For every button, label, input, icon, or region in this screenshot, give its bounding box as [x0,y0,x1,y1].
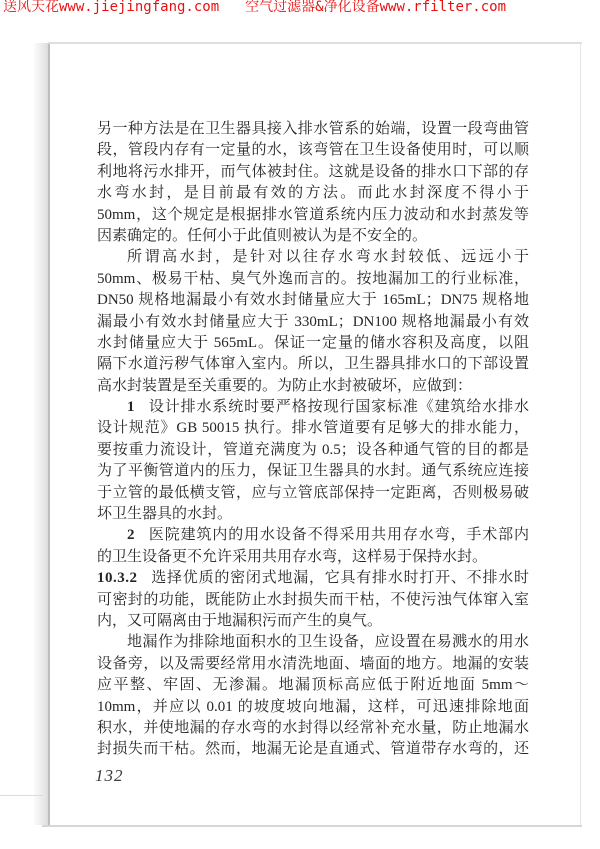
text-line: 设备旁，以及需要经常用水清洗地面、墙面的地方。地漏的安装 [97,655,529,672]
scan-gutter-shadow [34,43,48,825]
text-line: 应平整、牢固、无渗漏。地漏顶标高应低于附近地面 5mm～ [97,677,529,694]
text-line: 可密封的功能，既能防止水封损失而干枯，不使污浊气体窜入室 [97,591,529,608]
text-line: 水封储量应大于 565mL。保证一定量的储水容积及高度，以阻 [97,334,529,351]
text-line: 50mm，这个规定是根据排水管道系统内压力波动和水封蒸发等 [97,206,529,223]
text-line: 1 设计排水系统时要严格按现行国家标准《建筑给水排水 [127,399,529,416]
text-line: 段，管段内存有一定量的水，该弯管在卫生设备使用时，可以顺 [97,142,529,159]
section-number: 2 [127,527,135,544]
page-edge-top [48,42,582,44]
text-line: 积水，并使地漏的存水弯的水封得以经常补充水量，防止地漏水 [97,719,529,736]
page-edge-left [48,42,50,826]
text-line: 要按重力流设计，管道充满度为 0.5；设各种通气管的目的都是 [97,441,529,458]
banner-right-link[interactable]: 空气过滤器&净化设备www.rfilter.com [245,0,507,15]
page-edge-right [580,42,581,826]
text-line: 因素确定的。任何小于此值则被认为是不安全的。 [97,227,428,244]
text-line: 封损失而干枯。然而，地漏无论是直通式、管道带存水弯的，还 [97,741,529,758]
text-line: 利地将污水排开，而气体被封住。这就是设备的排水口下部的存 [97,163,529,180]
page-edge-bottom [42,825,582,827]
section-number: 1 [127,399,135,416]
text-line: 为了平衡管道内的压力，保证卫生器具的水封。通气系统应连接 [97,463,529,480]
text-line: 坏卫生器具的水封。 [97,506,233,523]
text-line: 的卫生设备更不允许采用共用存水弯，这样易于保持水封。 [97,548,488,565]
text-line: DN50 规格地漏最小有效水封储量应大于 165mL；DN75 规格地 [97,292,529,309]
scan-line-stub [0,795,43,796]
text-line: 内，又可隔离由于地漏积污而产生的臭气。 [97,612,383,629]
text-line: 隔下水道污秽气体窜入室内。所以，卫生器具排水口的下部设置 [97,356,529,373]
page-text [97,119,529,761]
text-line: 地漏作为排除地面积水的卫生设备，应设置在易溅水的用水 [127,634,529,651]
text-line: 50mm、极易干枯、臭气外逸而言的。按地漏加工的行业标准， [97,270,529,287]
text-line: 2 医院建筑内的用水设备不得采用共用存水弯，手术部内 [127,527,529,544]
text-line: 水弯水封，是目前最有效的方法。而此水封深度不得小于 [97,185,529,202]
page-number: 132 [95,766,124,785]
site-banner [3,0,506,18]
text-line: 于立管的最低横支管，应与立管底部保持一定距离，否则极易破 [97,484,529,501]
text-line: 高水封装置是至关重要的。为防止水封被破坏，应做到： [97,377,473,394]
text-line: 10.3.2 选择优质的密闭式地漏，它具有排水时打开、不排水时 [97,570,529,587]
text-line: 10mm，并应以 0.01 的坡度坡向地漏，这样，可迅速排除地面 [97,698,529,715]
text-line: 所谓高水封，是针对以往存水弯水封较低、远远小于 [127,249,529,266]
banner-left-link[interactable]: 送风天花www.jiejingfang.com [3,0,220,15]
text-line: 漏最小有效水封储量应大于 330mL；DN100 规格地漏最小有效 [97,313,529,330]
text-line: 另一种方法是在卫生器具接入排水管系的始端，设置一段弯曲管 [97,121,529,137]
section-number: 10.3.2 [97,570,138,587]
text-line: 设计规范》GB 50015 执行。排水管道要有足够大的排水能力， [97,420,529,437]
